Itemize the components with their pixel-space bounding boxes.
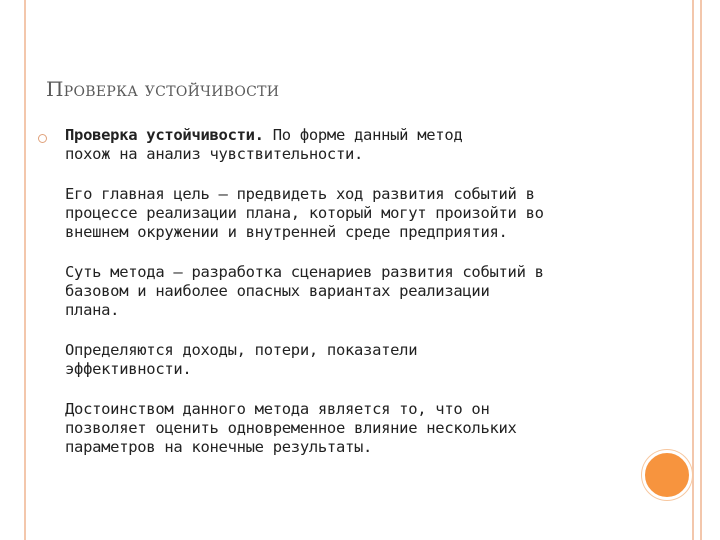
paragraph-line: Достоинством данного метода является то, что он xyxy=(65,400,490,418)
bullet-heading: Проверка устойчивости. xyxy=(65,126,264,144)
paragraph-line: внешнем окружении и внутренней среде предприятия. xyxy=(65,223,508,241)
paragraph-line: параметров на конечные результаты. xyxy=(65,438,373,456)
paragraph-line: базовом и наиболее опасных вариантах реализации xyxy=(65,282,490,300)
bullet-circle-icon xyxy=(38,134,47,143)
frame-line-left xyxy=(24,0,26,540)
paragraph-advantage xyxy=(65,400,626,457)
bullet-rest-line-2: похож на анализ чувствительности. xyxy=(65,145,364,163)
frame-line-right-outer xyxy=(692,0,694,540)
bullet-rest-line-1: По форме данный метод xyxy=(263,126,463,144)
paragraph-essence xyxy=(65,263,626,320)
paragraph-line: Суть метода – разработка сценариев развития событий в xyxy=(65,263,544,281)
accent-circle xyxy=(642,450,692,500)
slide-content xyxy=(36,126,626,457)
paragraph-line: Его главная цель – предвидеть ход развития событий в xyxy=(65,185,535,203)
paragraph-metrics xyxy=(65,341,626,379)
frame-line-right-inner xyxy=(700,0,702,540)
bullet-line-1 xyxy=(65,126,626,145)
slide-title: Проверка устойчивости xyxy=(46,77,280,101)
paragraph-goal xyxy=(65,185,626,242)
paragraph-line: процессе реализации плана, который могут произойти во xyxy=(65,204,544,222)
paragraph-line: позволяет оценить одновременное влияние нескольких xyxy=(65,419,517,437)
paragraph-line: эффективности. xyxy=(65,360,192,378)
paragraph-line: Определяются доходы, потери, показатели xyxy=(65,341,418,359)
paragraph-line: плана. xyxy=(65,301,120,319)
bullet-item xyxy=(36,126,626,164)
bullet-text xyxy=(65,126,626,164)
